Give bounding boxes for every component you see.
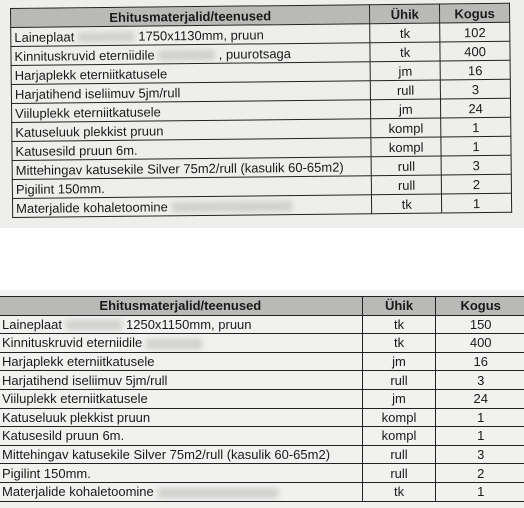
header-quantity: Kogus [436,297,524,316]
table-row [0,464,524,483]
quantity-cell: 1 [436,482,524,501]
material-name-part: 1750x1130mm, pruun [138,26,264,44]
material-name: Viiluplekk eterniitkatusele [0,389,362,408]
top-table-photo [0,0,524,228]
header-unit: Ühik [370,4,440,24]
redacted-text [146,339,202,349]
redacted-text [172,201,292,212]
page-gap [0,228,524,290]
quantity-cell: 1 [441,117,511,137]
unit-cell: kompl [371,118,441,138]
unit-cell: tk [370,23,440,43]
material-name: Mittehingav katusekile Silver 75m2/rull (kasulik 60-65m2) [12,157,371,180]
table-row [12,193,511,217]
quantity-cell: 24 [441,98,511,118]
material-name: Pigilint 150mm. [12,176,371,199]
unit-cell: tk [362,482,436,501]
unit-cell: rull [362,464,436,483]
quantity-cell: 1 [441,136,511,156]
unit-cell: kompl [362,427,436,446]
unit-cell: kompl [362,408,436,427]
material-name [12,195,371,218]
material-name-part: Kinnituskruvid eterniidile [14,46,155,64]
unit-cell: jm [371,99,441,119]
redacted-text [66,320,122,330]
material-name [0,334,362,353]
quantity-cell: 3 [436,445,524,464]
quantity-cell: 3 [436,371,524,390]
quantity-cell: 400 [440,41,510,61]
table-row [0,408,524,427]
unit-cell: tk [370,42,440,62]
material-name-part: , puurotsaga [218,45,292,62]
material-name: Mittehingav katusekile Silver 75m2/rull (kasulik 60-65m2) [0,445,362,464]
table-row [0,352,524,371]
header-materials: Ehitusmaterjalid/teenused [0,297,362,316]
unit-cell: kompl [371,137,441,157]
material-name: Katuseluuk plekkist pruun [12,119,371,142]
material-name: Katuseluuk plekkist pruun [0,408,362,427]
header-unit: Ühik [362,297,436,316]
quantity-cell: 102 [440,22,510,42]
table-row [0,482,524,501]
materials-table-bottom [0,296,524,502]
header-quantity: Kogus [440,3,510,23]
material-name-part: Laineplaat [14,28,75,45]
material-name-part: Materjalide kohaletoomine [16,198,168,216]
redacted-text [158,488,278,498]
unit-cell: jm [362,352,436,371]
header-materials: Ehitusmaterjalid/teenused [11,5,370,28]
quantity-cell: 24 [436,389,524,408]
quantity-cell: 2 [436,464,524,483]
unit-cell: tk [362,315,436,334]
material-name: Katusesild pruun 6m. [12,138,371,161]
unit-cell: rull [371,156,441,176]
material-name: Harjaplekk eterniitkatusele [0,352,362,371]
quantity-cell: 16 [436,352,524,371]
material-name: Harjaplekk eterniitkatusele [11,62,370,85]
unit-cell: tk [362,334,436,353]
table-row [0,334,524,353]
table-row [0,427,524,446]
material-name: Harjatihend iseliimuv 5jm/rull [11,81,370,104]
material-name [0,482,362,501]
unit-cell: jm [370,61,440,81]
material-name-part: Laineplaat [2,316,62,332]
table-row [0,315,524,334]
material-name: Pigilint 150mm. [0,464,362,483]
quantity-cell: 150 [436,315,524,334]
material-name: Katusesild pruun 6m. [0,427,362,446]
material-name: Harjatihend iseliimuv 5jm/rull [0,371,362,390]
unit-cell: tk [372,194,442,214]
quantity-cell: 1 [436,408,524,427]
material-name-part: Materjalide kohaletoomine [2,484,154,500]
redacted-text [159,50,215,61]
unit-cell: jm [362,389,436,408]
unit-cell: rull [371,80,441,100]
materials-table-top [10,3,512,218]
quantity-cell: 3 [440,79,510,99]
quantity-cell: 2 [441,174,511,194]
table-header-row [0,297,524,316]
material-name: Viiluplekk eterniitkatusele [12,100,371,123]
table-row [0,445,524,464]
quantity-cell: 1 [442,193,512,213]
unit-cell: rull [372,175,442,195]
bottom-table-photo [0,290,524,508]
unit-cell: rull [362,445,436,464]
unit-cell: rull [362,371,436,390]
redacted-text [78,32,134,43]
material-name-part: Kinnituskruvid eterniidile [2,335,143,351]
material-name-part: 1250x1150mm, pruun [126,316,252,332]
material-name [0,315,362,334]
quantity-cell: 1 [436,427,524,446]
table-row [0,389,524,408]
quantity-cell: 3 [441,155,511,175]
table-row [0,371,524,390]
quantity-cell: 400 [436,334,524,353]
quantity-cell: 16 [440,60,510,80]
